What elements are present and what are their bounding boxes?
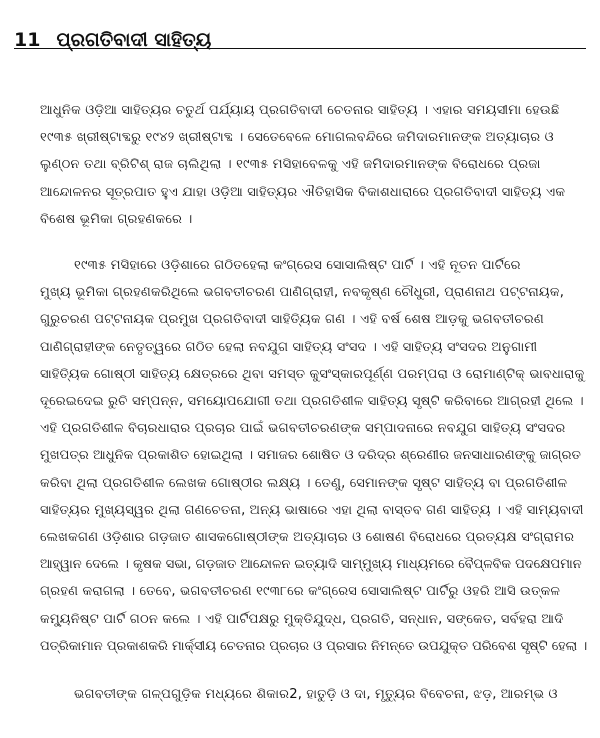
- line: ସାହିତ୍ୟର ମୁଖ୍ୟସ୍ୱର ଥିଲା ଗଣଚେତନା, ଅନ୍ୟ ଭାଷାରେ ଏହା ଥିଲା ବାସ୍ତବ ଗଣ ସାହିତ୍ୟ । ଏହି ସାମ୍ୟବାଦୀ: [40, 502, 584, 518]
- line: ୧୯୩୫ ଖ୍ରୀଷ୍ଟାବ୍ଦରୁ ୧୯୪୨ ଖ୍ରୀଷ୍ଟାବ୍ଦ । ସେତେବେଳେ ମୋଗଲବନ୍ଦିରେ ଜମିଦାରମାନଙ୍କ ଅତ୍ୟାଚାର ଓ: [40, 130, 554, 146]
- line: ଆନ୍ଦୋଳନର ସୂତ୍ରପାତ ହୁଏ ଯାହା ଓଡ଼ିଆ ସାହିତ୍ୟର ଐତିହାସିକ ବିକାଶଧାରାରେ ପ୍ରଗତିବାଦୀ ସାହିତ୍ୟ ଏକ: [40, 184, 566, 200]
- line: ୧୯୩୫ ମସିହାରେ ଓଡ଼ିଶାରେ ଗଠିତହେଲା କଂଗ୍ରେସ ସୋସାଲିଷ୍ଟ ପାର୍ଟି । ଏହି ନୂତନ ପାର୍ଟିରେ: [74, 258, 521, 273]
- line: ଲେଖକଗଣ ଓଡ଼ିଶାର ଗଡ଼ଜାତ ଶାସକଗୋଷ୍ଠୀଙ୍କ ଅତ୍ୟାଚାର ଓ ଶୋଷଣ ବିରୋଧରେ ପ୍ରତ୍ୟକ୍ଷ ସଂଗ୍ରାମର: [40, 530, 575, 546]
- line: ଏହି ପ୍ରଗତିଶୀଳ ବିଚାରଧାରାର ପ୍ରଚାର ପାଇଁ ଭଗବତୀଚରଣଙ୍କ ସମ୍ପାଦନାରେ ନବଯୁଗ ସାହିତ୍ୟ ସଂସଦର: [40, 421, 566, 437]
- line: ଆଧୁନିକ ଓଡ଼ିଆ ସାହିତ୍ୟର ଚତୁର୍ଥ ପର୍ଯ୍ୟାୟ ପ୍ରଗତିବାଦୀ ଚେତନାର ସାହିତ୍ୟ । ଏହାର ସମୟସୀମା ହେଉଛି: [40, 103, 560, 118]
- page-number: 11: [14, 29, 41, 51]
- line: ଗ୍ରହଣ କରାଗଲା । ତେବେ, ଭଗବତୀଚରଣ ୧୯୩୮ରେ କଂଗ୍ରେସ ସୋସାଲିଷ୍ଟ ପାର୍ଟିରୁ ଓହରି ଆସି ଉତ୍କଳ: [40, 584, 561, 600]
- paragraph-2: [40, 252, 588, 660]
- line: କରିବା ଥିଲା ପ୍ରଗତିଶୀଳ ଲେଖକ ଗୋଷ୍ଠୀର ଲକ୍ଷ୍ୟ । ତେଣୁ, ସେମାନଙ୍କ ସୃଷ୍ଟ ସାହିତ୍ୟ ବା ପ୍ରଗତିଶୀଳ: [40, 475, 568, 491]
- line: କମ୍ୟୁନିଷ୍ଟ ପାର୍ଟି ଗଠନ କଲେ । ଏହି ପାର୍ଟିପକ୍ଷରୁ ମୁକ୍ତିଯୁଦ୍ଧ, ପ୍ରଗତି, ସନ୍ଧାନ, ସଙ୍କେତ, ସର୍ବହରା ଆଦି: [40, 611, 564, 627]
- running-header: [14, 16, 586, 50]
- line: ପାଣିଗ୍ରାହୀଙ୍କ ନେତୃତ୍ୱରେ ଗଠିତ ହେଲା ନବଯୁଗ ସାହିତ୍ୟ ସଂସଦ । ଏହି ସାହିତ୍ୟ ସଂସଦର ଅନୁଗାମୀ: [40, 339, 538, 355]
- line: ସାହିତ୍ୟିକ ଗୋଷ୍ଠୀ ସାହିତ୍ୟ କ୍ଷେତ୍ରରେ ଥିବା ସମସ୍ତ କୁସଂସ୍କାରପୂର୍ଣ୍ଣ ପରମ୍ପରା ଓ ରୋମାଣ୍ଟିକ୍ ଭାବଧାରାକୁ: [40, 366, 585, 382]
- paragraph-1: [40, 97, 588, 233]
- header-rule: [14, 48, 586, 49]
- line: ବିଶେଷ ଭୂମିକା ଗ୍ରହଣକରେ ।: [40, 211, 193, 227]
- paragraph-3: [40, 681, 588, 708]
- line: ପତ୍ରିକାମାନ ପ୍ରକାଶକରି ମାର୍କ୍ସୀୟ ଚେତନାର ପ୍ରଚାର ଓ ପ୍ରସାର ନିମନ୍ତେ ଉପଯୁକ୍ତ ପରିବେଶ ସୃଷ୍ଟି ହେଲା ।: [40, 638, 588, 654]
- line: ଆହ୍ୱାନ ଦେଲେ । କୃଷକ ସଭା, ଗଡ଼ଜାତ ଆନ୍ଦୋଳନ ଇତ୍ୟାଦି ସାମ୍ମୁଖ୍ୟ ମାଧ୍ୟମରେ ବୈପ୍ଳବିକ ପଦକ୍ଷେପମାନ: [40, 557, 582, 573]
- line: ମୁଖପତ୍ର ଆଧୁନିକ ପ୍ରକାଶିତ ହୋଇଥିଲା । ସମାଜର ଶୋଷିତ ଓ ଦରିଦ୍ର ଶ୍ରେଣୀର ଜନସାଧାରଣଙ୍କୁ ଜାଗ୍ରତ: [40, 448, 581, 464]
- running-title: ପ୍ରଗତିବାଦୀ ସାହିତ୍ୟ: [56, 29, 212, 51]
- line: ଲୁଣ୍ଠନ ତଥା ବ୍ରିଟିଶ୍ ରାଜ ଚାଲିଥିଲା । ୧୯୩୫ ମସିହାବେଳକୁ ଏହି ଜମିଦାରମାନଙ୍କ ବିରୋଧରେ ପ୍ରଜା: [40, 157, 541, 173]
- line: ଗୁରୁଚରଣ ପଟ୍ଟନାୟକ ପ୍ରମୁଖ ପ୍ରଗତିବାଦୀ ସାହିତ୍ୟିକ ଗଣ । ଏହି ବର୍ଷ ଶେଷ ଆଡ଼କୁ ଭଗବତୀଚରଣ: [40, 312, 544, 328]
- line: ଦୂରେଇଦେଇ ରୁଚି ସମ୍ପନ୍ନ, ସମୟୋପଯୋଗୀ ତଥା ପ୍ରଗତିଶୀଳ ସାହିତ୍ୟ ସୃଷ୍ଟି କରିବାରେ ଆଗ୍ରହୀ ଥିଲେ ।: [40, 394, 584, 410]
- line: ଭଗବତୀଙ୍କ ଗଳ୍ପଗୁଡ଼ିକ ମଧ୍ୟରେ ଶିକାର2, ହାତୁଡ଼ି ଓ ଦା, ମୃତ୍ୟୁର ବିବେଚନା, ଝଡ଼, ଆରମ୍ଭ ଓ: [74, 687, 558, 702]
- line: ମୁଖ୍ୟ ଭୂମିକା ଗ୍ରହଣକରିଥିଲେ ଭଗବତୀଚରଣ ପାଣିଗ୍ରାହୀ, ନବକୃଷ୍ଣ ଚୌଧୁରୀ, ପ୍ରାଣନାଥ ପଟ୍ଟନାୟକ,: [40, 285, 565, 301]
